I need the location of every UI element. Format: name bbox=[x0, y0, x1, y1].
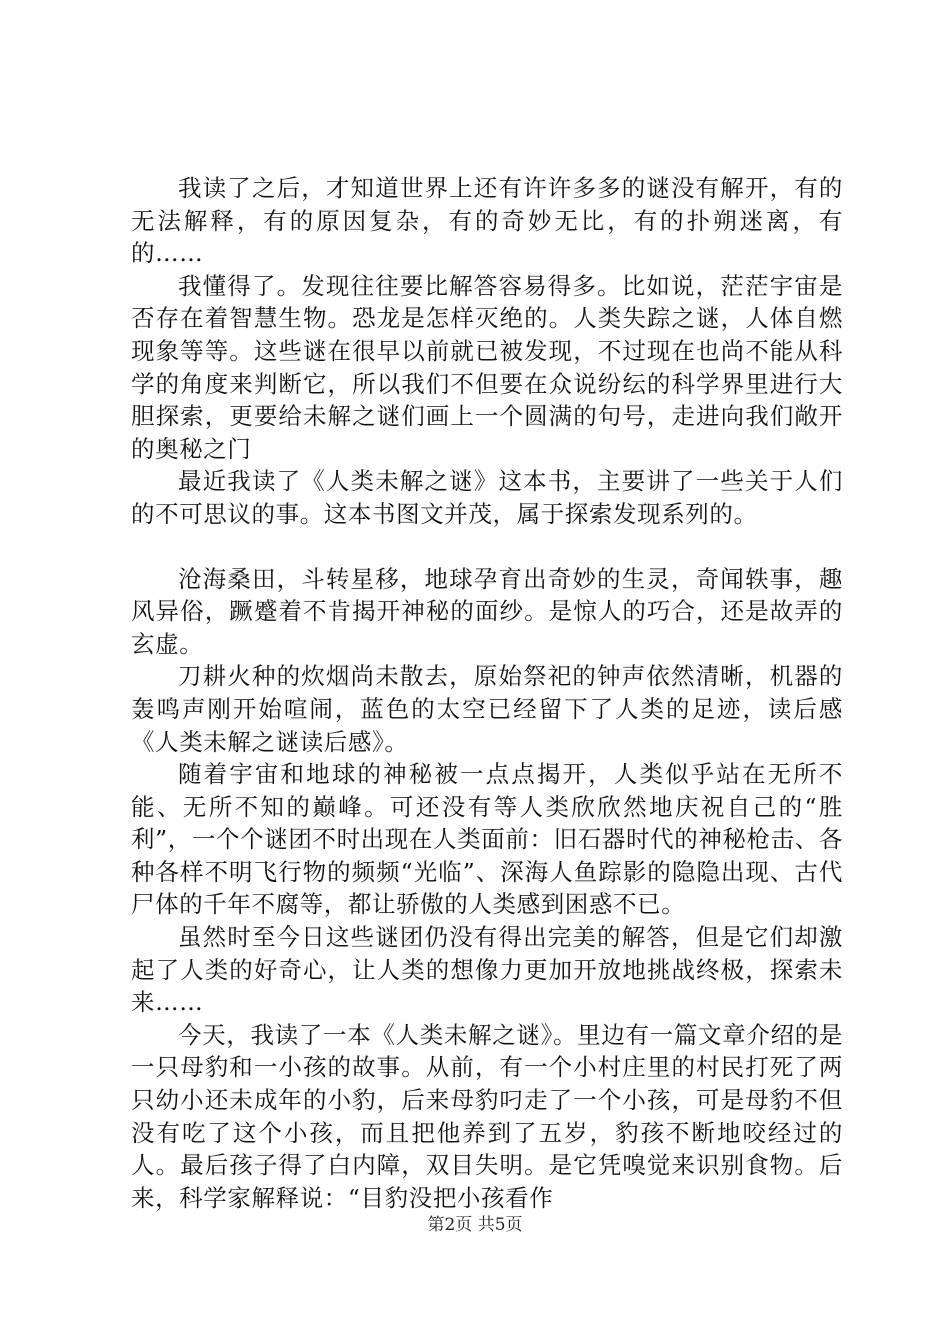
page-footer: 第2页 共5页 bbox=[427, 1215, 523, 1235]
paragraph-6: 随着宇宙和地球的神秘被一点点揭开，人类似乎站在无所不能、无所不知的巅峰。可还没有等人类欣欣然地庆祝自己的“胜利”，一个个谜团不时出现在人类面前：旧石器时代的神秘枪击、各种各样不明飞行物的频频“光临”、深海人鱼踪影的隐隐出现、古代尸体的千年不腐等，都让骄傲的人类感到困惑不已。 bbox=[131, 760, 843, 919]
paragraph-4: 沧海桑田，斗转星移，地球孕育出奇妙的生灵，奇闻轶事，趣风异俗，蹶蹙着不肯揭开神秘的面纱。是惊人的巧合，还是故弄的玄虚。 bbox=[131, 564, 843, 658]
paragraph-7: 虽然时至今日这些谜团仍没有得出完美的解答，但是它们却激起了人类的好奇心，让人类的想像力更加开放地挑战终极，探索未来…… bbox=[131, 923, 843, 1017]
document-body bbox=[131, 172, 843, 1214]
paragraph-1: 我读了之后，才知道世界上还有许许多多的谜没有解开，有的无法解释，有的原因复杂，有的奇妙无比，有的扑朔迷离，有的…… bbox=[131, 174, 843, 268]
paragraph-3: 最近我读了《人类未解之谜》这本书，主要讲了一些关于人们的不可思议的事。这本书图文并茂，属于探索发现系列的。 bbox=[131, 467, 843, 528]
paragraph-5: 刀耕火种的炊烟尚未散去，原始祭祀的钟声依然清晰，机器的轰鸣声刚开始喧闹，蓝色的太空已经留下了人类的足迹，读后感《人类未解之谜读后感》。 bbox=[131, 662, 843, 756]
paragraph-8: 今天，我读了一本《人类未解之谜》。里边有一篇文章介绍的是一只母豹和一小孩的故事。从前，有一个小村庄里的村民打死了两只幼小还未成年的小豹，后来母豹叼走了一个小孩，可是母豹不但没有吃了这个小孩，而且把他养到了五岁，豹孩不断地咬经过的人。最后孩子得了白内障，双目失明。是它凭嗅觉来识别食物。后来，科学家解释说：“目豹没把小孩看作 bbox=[131, 1020, 843, 1212]
paragraph-2: 我懂得了。发现往往要比解答容易得多。比如说，茫茫宇宙是否存在着智慧生物。恐龙是怎样灭绝的。人类失踪之谜，人体自燃现象等等。这些谜在很早以前就已被发现，不过现在也尚不能从科学的角度来判断它，所以我们不但要在众说纷纭的科学界里进行大胆探索，更要给未解之谜们画上一个圆满的句号，走进向我们敞开的奥秘之门 bbox=[131, 271, 843, 463]
paragraph-gap bbox=[131, 531, 843, 563]
